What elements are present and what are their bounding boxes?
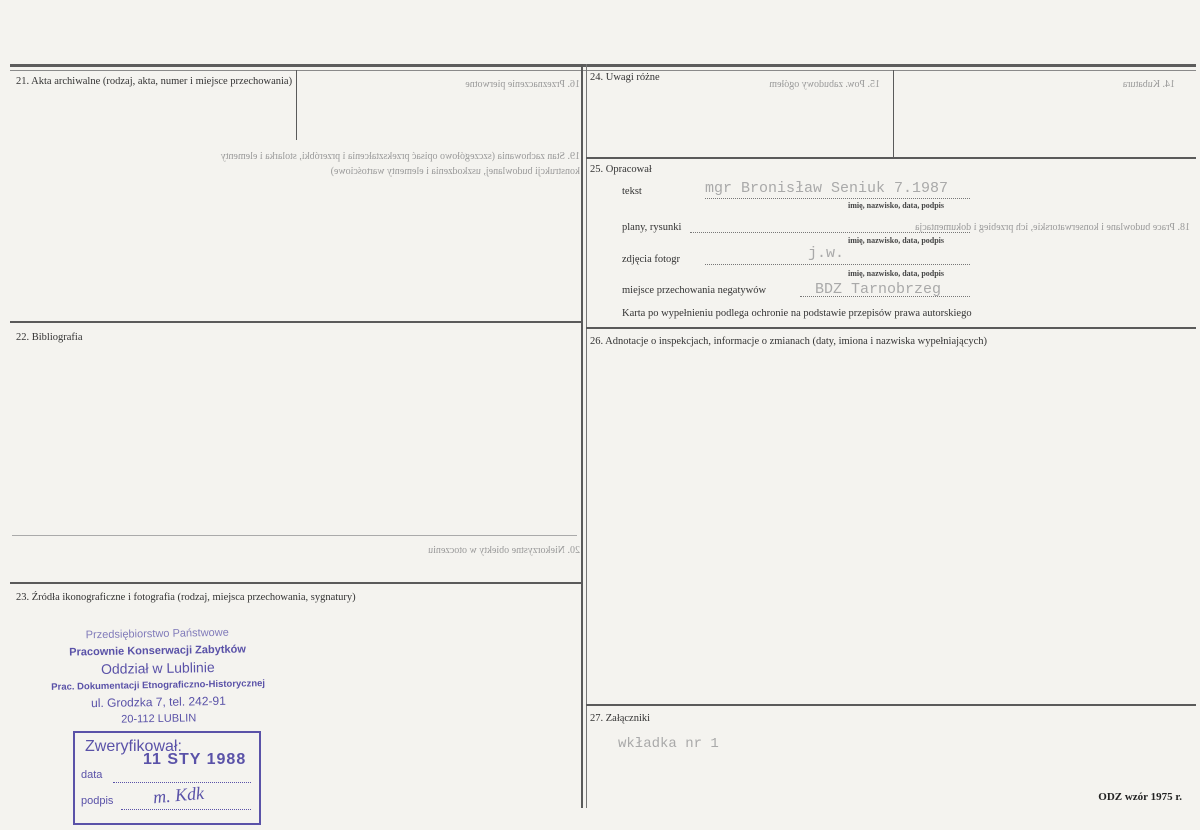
office-stamp-line5: ul. Grodzka 7, tel. 242-91 <box>90 693 226 711</box>
zdjecia-value: j.w. <box>808 245 845 262</box>
divider-s22-s23 <box>10 582 581 584</box>
ghost-text-1: 16. Przeznaczenie pierwotne <box>465 79 580 90</box>
tekst-value: mgr Bronisław Seniuk 7.1987 <box>705 180 949 197</box>
ghost-text-5: konstrukcji budowlanej, uszkodzenia i elementy wartościowe) <box>330 166 580 177</box>
center-divider <box>581 64 583 808</box>
divider-s21-s22 <box>10 321 581 323</box>
divider-s25-s26 <box>586 327 1196 329</box>
office-stamp-line2: Pracownie Konserwacji Zabytków <box>69 643 246 659</box>
section-24-label: 24. Uwagi różne <box>590 72 660 83</box>
attachment-value: wkładka nr 1 <box>618 736 719 752</box>
copyright-note: Karta po wypełnieniu podlega ochronie na podstawie przepisów prawa autorskiego <box>622 308 972 319</box>
verification-signature: m. Kdk <box>152 782 205 808</box>
divider-faint <box>12 535 577 536</box>
office-stamp-line4: Prac. Dokumentacji Etnograficzno-Historycznej <box>51 678 266 693</box>
divider-s21-short <box>296 70 297 140</box>
center-divider-inner <box>586 64 587 808</box>
tekst-line <box>705 198 970 199</box>
divider-s24-short <box>893 70 894 158</box>
plany-line <box>690 232 970 233</box>
verification-podpis-label: podpis <box>81 795 114 807</box>
plany-label: plany, rysunki <box>622 222 682 233</box>
section-25-label: 25. Opracował <box>590 164 652 175</box>
section-21-label: 21. Akta archiwalne (rodzaj, akta, numer i miejsce przechowania) <box>16 76 293 87</box>
office-stamp <box>43 624 273 730</box>
verification-data-label: data <box>81 769 103 781</box>
tekst-label: tekst <box>622 186 642 197</box>
tekst-caption: imię, nazwisko, data, podpis <box>848 201 945 210</box>
verification-title: Zweryfikował: <box>85 738 182 755</box>
office-stamp-line3: Oddział w Lublinie <box>100 659 215 677</box>
zdjecia-line <box>705 264 970 265</box>
plany-caption: imię, nazwisko, data, podpis <box>848 236 945 245</box>
negatywy-value: BDZ Tarnobrzeg <box>815 281 942 298</box>
ghost-text-4: 19. Stan zachowania (szczegółowo opisać przekształcenia i przeróbki, stolarka i elementy <box>220 151 580 162</box>
ghost-text-3: 14. Kubatura <box>1122 79 1175 90</box>
verification-podpis-line <box>121 809 251 810</box>
section-22-label: 22. Bibliografia <box>16 332 83 343</box>
verification-date: 11 STY 1988 <box>143 751 247 768</box>
verification-stamp <box>73 731 261 825</box>
top-border-line-thin <box>10 70 1196 71</box>
divider-s24-s25 <box>586 157 1196 159</box>
ghost-text-7: 20. Niekorzystne obiekty w otoczeniu <box>428 545 580 556</box>
divider-s26-s27 <box>586 704 1196 706</box>
ghost-text-6: 18. Prace budowlane i konserwatorskie, ich przebieg i dokumentacja <box>915 222 1190 233</box>
ghost-text-2: 15. Pow. zabudowy ogółem <box>769 79 880 90</box>
top-border-line <box>10 64 1196 67</box>
section-23-label: 23. Źródła ikonograficzne i fotografia (rodzaj, miejsca przechowania, sygnatury) <box>16 592 356 603</box>
office-stamp-line6: 20-112 LUBLIN <box>121 712 197 726</box>
form-template-footer: ODZ wzór 1975 r. <box>1098 791 1182 803</box>
negatywy-label: miejsce przechowania negatywów <box>622 285 767 296</box>
verification-data-line <box>113 782 251 783</box>
section-26-label: 26. Adnotacje o inspekcjach, informacje o zmianach (daty, imiona i nazwiska wypełniających) <box>590 336 988 347</box>
zdjecia-caption: imię, nazwisko, data, podpis <box>848 269 945 278</box>
zdjecia-label: zdjęcia fotogr <box>622 254 681 265</box>
section-27-label: 27. Załączniki <box>590 713 651 724</box>
office-stamp-line1: Przedsiębiorstwo Państwowe <box>85 626 229 642</box>
